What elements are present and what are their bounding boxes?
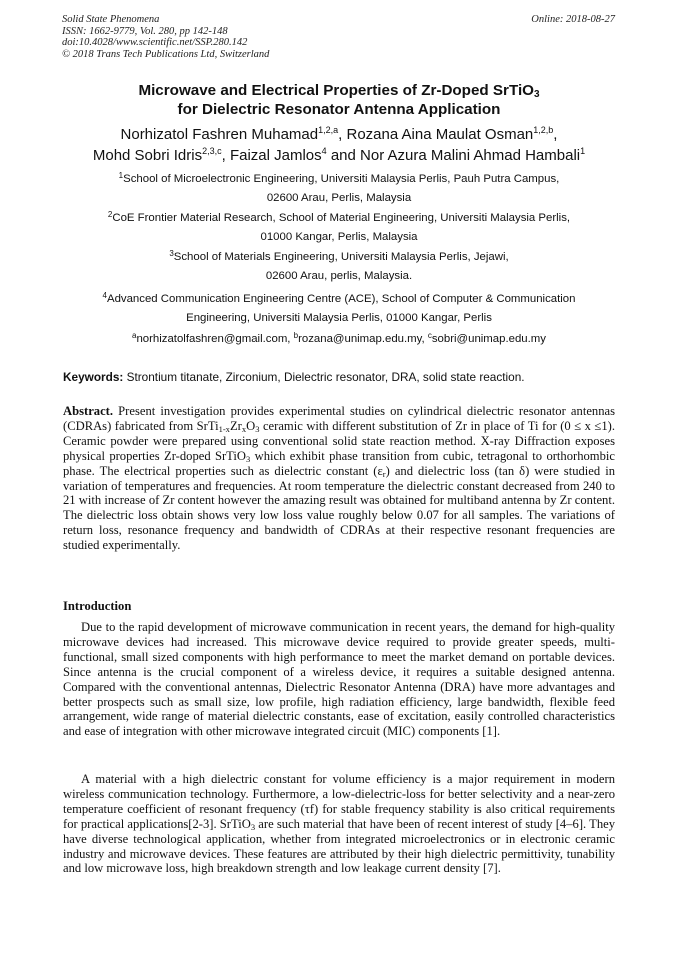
- intro-paragraph-1: Due to the rapid development of microwave communication in recent years, the demand for high-quality microwave devices had increased. This microwave device required to provide greater speeds, multi-functional, small sized components with high performance to meet the market demand on portable devices. Since antenna is the crucial component of a wireless device, it requires a suitable designed antenna. Compared with the conventional antennas, Dielectric Resonator Antenna (DRA) have more advantages and better prospects such as small size, low profile, high radiation efficiency, large bandwidth, flexible feed arrangement, wide range of material dielectric constants, ease of excitation, easily controlled characteristics and ease of integration with other microwave integrated circuit (MIC) components [1].: [63, 620, 615, 739]
- intro-paragraph-2: A material with a high dielectric constant for volume efficiency is a major requirement in modern wireless communication technology. Furthermore, a low-dielectric-loss for better selectivity and a near-zero temperature coefficient of resonant frequency (τf) for stable frequency stability is also critical requirements for practical applications[2-3]. SrTiO$_3$ are such material that have been of recent interest of study [4–6]. They have diverse technological application, whether from integrated microelectronics or in electronic ceramic industry and microwave devices. These features are attributed by their high dielectric permittivity, tunability and low microwave loss, high breakdown strength and low leakage current density [7].: [63, 772, 616, 876]
- author-name: Norhizatol Fashren Muhamad: [120, 126, 319, 143]
- keywords: [63, 369, 525, 385]
- author-name: Rozana Aina Maulat Osman: [346, 126, 534, 143]
- issn-line: ISSN: 1662-9779, Vol. 280, pp 142-148: [62, 25, 228, 37]
- affiliation-3: $^3$School of Materials Engineering, Universiti Malaysia Perlis, Jejawi, 02600 Arau, perlis, Malaysia.: [169, 249, 509, 282]
- online-date: Online: 2018-08-27: [531, 14, 615, 25]
- author-line-1: Norhizatol Fashren Muhamad$^{1,2,a}$, Rozana Aina Maulat Osman$^{1,2,b}$,: [120, 125, 558, 143]
- affiliation-4: $^4$Advanced Communication Engineering Centre (ACE), School of Computer & Communication Engineering, Universiti Malaysia Perlis, 01000 Kangar, Perlis: [102, 291, 576, 324]
- author-name: Nor Azura Malini Ahmad Hambali: [360, 147, 581, 164]
- abstract-label: Abstract.: [63, 404, 114, 418]
- abstract: Abstract. Present investigation provides experimental studies on cylindrical dielectric resonator antennas (CDRAs) fabricated from $SrTi_{1-x}Zr_xO_3$ ceramic with different substitution of Zr in place of Ti for (0 ≤ x ≤1). Ceramic powder were prepared using conventional solid state reaction method. X-ray Diffraction exposes physical properties Zr-doped SrTiO$_3$ which exhibit phase transition from cubic, tetragonal to orthorhombic phase. The electrical properties such as dielectric constant $(\varepsilon_r)$ and dielectric loss (tan δ) were studied in variation of temperatures and frequencies. At room temperature the dielectric constant decreased from 240 to 21 with increase of Zr content however the amazing result was obtained for multiband antenna by Zr content. The dielectric loss obtain shows very low loss value roughly below 0.07 for all samples. The variations of return loss, resonance frequency and bandwidth of CDRAs at their respective resonant frequencies are studied experimentally.: [63, 404, 615, 553]
- keywords-label: Keywords:: [63, 370, 124, 384]
- copyright-line: © 2018 Trans Tech Publications Ltd, Switzerland: [62, 48, 270, 60]
- journal-header: [62, 14, 269, 60]
- author-list: [30, 124, 648, 166]
- author-line-2: Mohd Sobri Idris$^{2,3,c}$, Faizal Jamlos$^4$ and Nor Azura Malini Ahmad Hambali$^1$: [92, 146, 586, 164]
- section-heading-introduction: Introduction: [63, 599, 132, 613]
- affiliation-1: $^1$School of Microelectronic Engineering, Universiti Malaysia Perlis, Pauh Putra Campus, 02600 Arau, Perlis, Malaysia: [118, 171, 560, 204]
- author-name: Faizal Jamlos: [229, 147, 322, 164]
- keywords-text: Strontium titanate, Zirconium, Dielectric resonator, DRA, solid state reaction.: [123, 370, 525, 384]
- title-line-2: for Dielectric Resonator Antenna Application: [177, 101, 501, 118]
- author-emails: $^a$norhizatolfashren@gmail.com, $^b$rozana@unimap.edu.my, $^c$sobri@unimap.edu.my: [132, 331, 546, 345]
- paper-title: [50, 81, 628, 119]
- journal-name: Solid State Phenomena: [62, 14, 160, 25]
- author-name: Mohd Sobri Idris: [92, 147, 203, 164]
- doi-line: doi:10.4028/www.scientific.net/SSP.280.142: [62, 37, 248, 49]
- affiliation-2: $^2$CoE Frontier Material Research, School of Material Engineering, Universiti Malaysia Perlis, 01000 Kangar, Perlis, Malaysia: [107, 210, 571, 243]
- title-line-1: Microwave and Electrical Properties of Zr-Doped SrTiO$_3$: [138, 82, 540, 100]
